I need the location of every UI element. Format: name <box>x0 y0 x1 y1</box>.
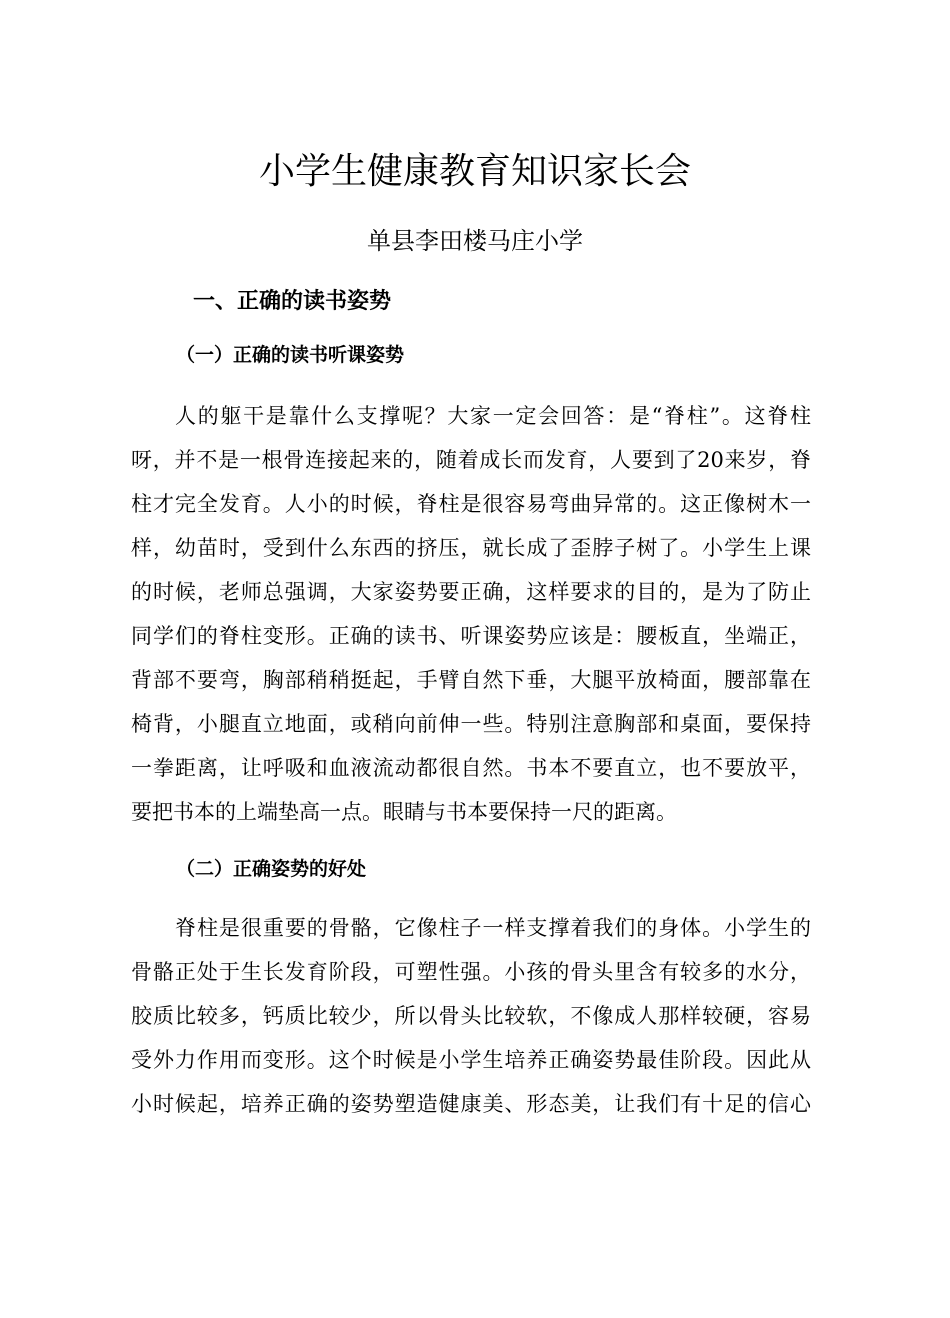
paragraph-line: 骨骼正处于生长发育阶段，可塑性强。小孩的骨头里含有较多的水分， <box>131 960 811 984</box>
paragraph-line: 呀，并不是一根骨连接起来的，随着成长而发育，人要到了20来岁，脊 <box>131 448 811 472</box>
document-title: 小学生健康教育知识家长会 <box>258 151 691 192</box>
paragraph-line: 人的躯干是靠什么支撑呢？大家一定会回答：是“脊柱”。这脊柱 <box>175 404 811 428</box>
section-heading-1: 一、正确的读书姿势 <box>193 289 392 314</box>
paragraph-line: 受外力作用而变形。这个时候是小学生培养正确姿势最佳阶段。因此从 <box>131 1048 811 1072</box>
paragraph-line: 胶质比较多，钙质比较少，所以骨头比较软，不像成人那样较硬，容易 <box>131 1004 811 1028</box>
paragraph-line: 小时候起，培养正确的姿势塑造健康美、形态美，让我们有十足的信心 <box>131 1092 811 1116</box>
paragraph-line: 椅背，小腿直立地面，或稍向前伸一些。特别注意胸部和桌面，要保持 <box>131 712 811 736</box>
paragraph-line: 要把书本的上端垫高一点。眼睛与书本要保持一尺的距离。 <box>131 800 677 824</box>
subsection-heading-2: （二）正确姿势的好处 <box>176 858 367 880</box>
paragraph-line: 样，幼苗时，受到什么东西的挤压，就长成了歪脖子树了。小学生上课 <box>131 536 811 560</box>
document-subtitle: 单县李田楼马庄小学 <box>367 227 583 255</box>
paragraph-line: 的时候，老师总强调，大家姿势要正确，这样要求的目的，是为了防止 <box>131 580 811 604</box>
subsection-heading-1: （一）正确的读书听课姿势 <box>176 344 405 366</box>
paragraph-line: 背部不要弯，胸部稍稍挺起，手臂自然下垂，大腿平放椅面，腰部靠在 <box>131 668 811 692</box>
paragraph-line: 同学们的脊柱变形。正确的读书、听课姿势应该是：腰板直，坐端正， <box>131 624 811 648</box>
paragraph-line: 柱才完全发育。人小的时候，脊柱是很容易弯曲异常的。这正像树木一 <box>131 492 811 516</box>
paragraph-line: 脊柱是很重要的骨骼，它像柱子一样支撑着我们的身体。小学生的 <box>175 916 811 940</box>
paragraph-line: 一拳距离，让呼吸和血液流动都很自然。书本不要直立，也不要放平， <box>131 756 811 780</box>
